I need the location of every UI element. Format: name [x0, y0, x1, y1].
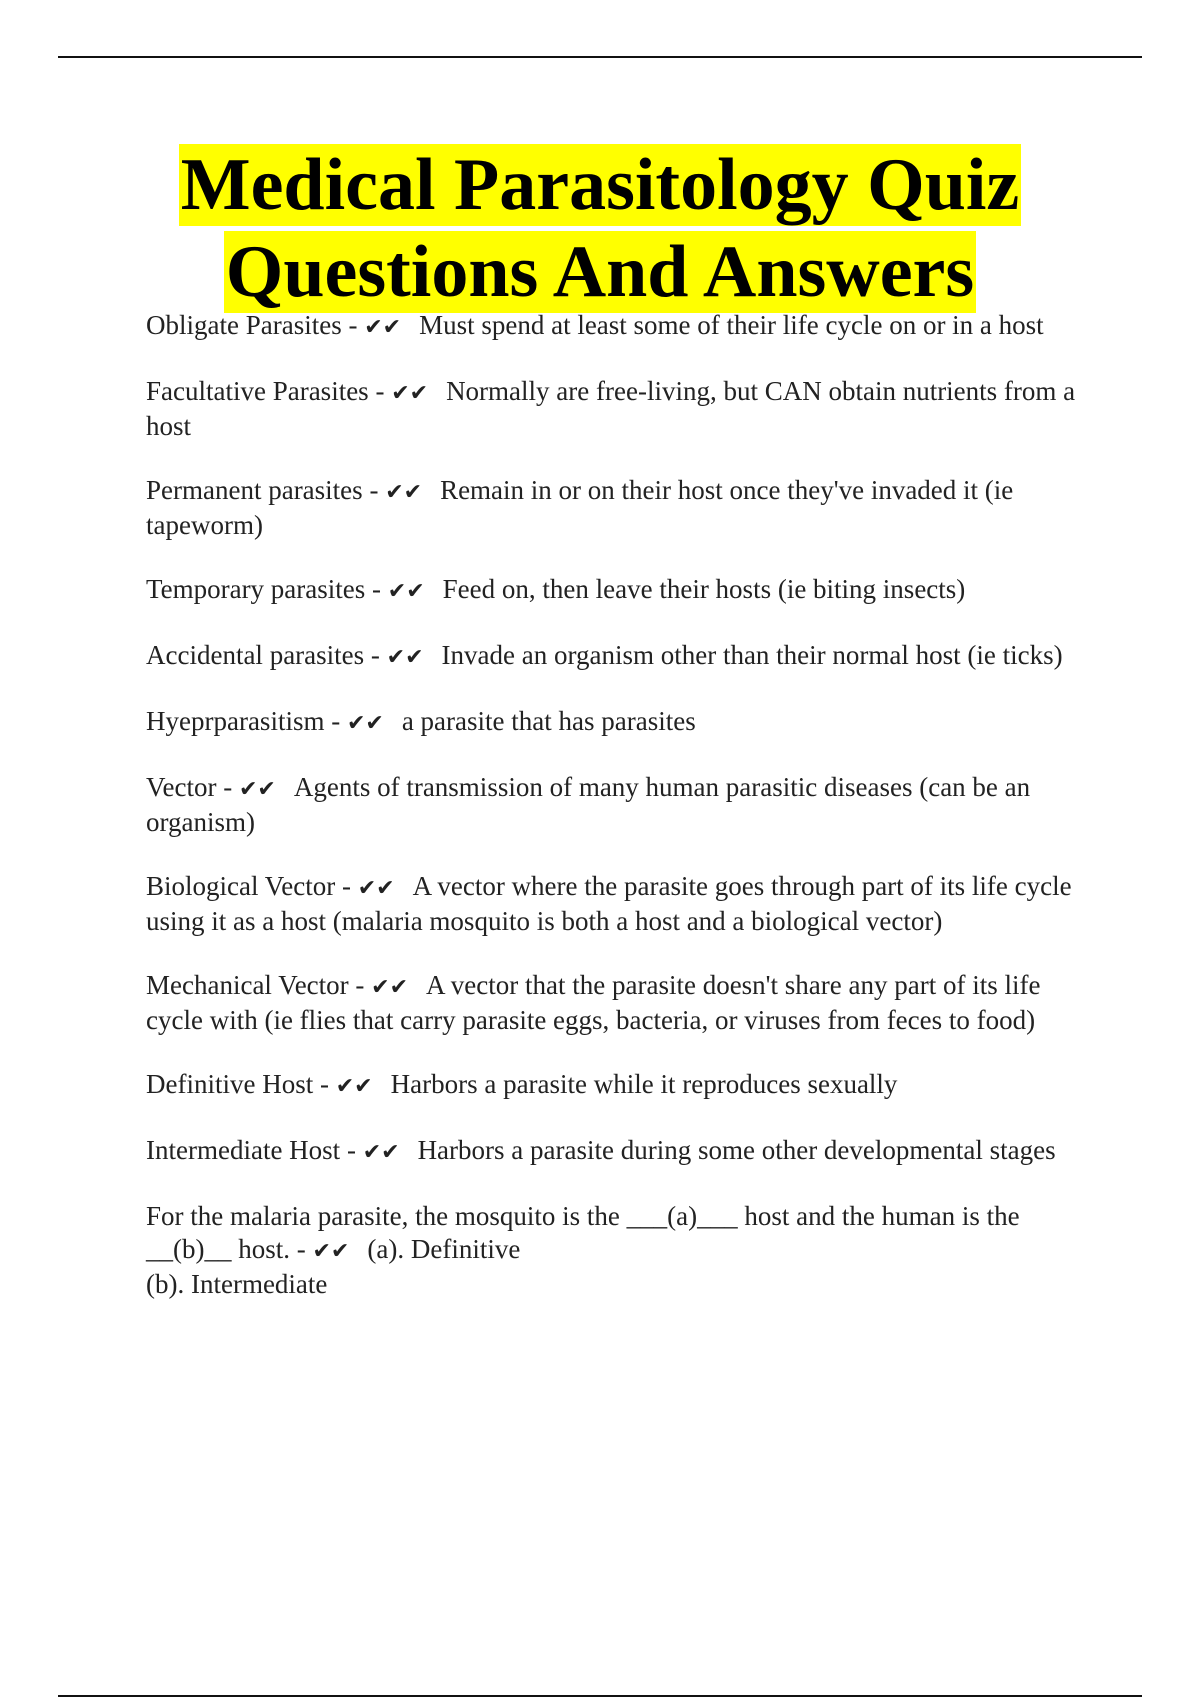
qa-separator: -: [364, 640, 387, 670]
qa-term: Obligate Parasites: [146, 310, 342, 340]
qa-term: Hyeprparasitism: [146, 706, 325, 736]
qa-answer: Harbors a parasite during some other developmental stages: [417, 1135, 1056, 1165]
title-line-1: Medical Parasitology Quiz: [180, 144, 1020, 226]
qa-item-malaria: [146, 1200, 1096, 1301]
top-rule: [58, 56, 1142, 58]
qa-answer: Invade an organism other than their normal host (ie ticks): [441, 640, 1063, 670]
qa-term: Facultative Parasites: [146, 376, 369, 406]
checkmark-icon: ✔✔: [312, 1239, 350, 1264]
qa-separator: -: [368, 376, 392, 406]
qa-answer: Must spend at least some of their life cycle on or in a host: [419, 310, 1044, 340]
qa-term: Accidental parasites: [146, 640, 365, 670]
qa-term: Definitive Host: [146, 1069, 314, 1099]
qa-term: Temporary parasites: [146, 574, 366, 604]
qa-separator: -: [313, 1069, 336, 1099]
page-title: [0, 142, 1200, 316]
qa-answer: Remain in or on their host once they've invaded it (ie tapeworm): [146, 475, 1014, 540]
qa-separator: -: [348, 970, 372, 1000]
qa-answer: Feed on, then leave their hosts (ie biting insects): [442, 574, 966, 604]
qa-separator: -: [290, 1234, 313, 1264]
qa-item: [146, 474, 1096, 542]
qa-separator: -: [362, 475, 386, 505]
qa-item: [146, 870, 1096, 938]
checkmark-icon: ✔✔: [364, 315, 402, 340]
qa-term: Mechanical Vector: [146, 970, 349, 1000]
qa-separator: -: [341, 310, 365, 340]
qa-answer: Normally are free-living, but CAN obtain nutrients from a host: [146, 376, 1076, 441]
qa-answer: A vector where the parasite goes through part of its life cycle using it as a host (malaria mosquito is both a host and a biological vector): [146, 871, 1072, 936]
qa-answer: Agents of transmission of many human parasitic diseases (can be an organism): [146, 772, 1031, 837]
qa-answer-a: (a). Definitive: [367, 1234, 521, 1264]
qa-item: [146, 639, 1096, 674]
qa-list: [146, 309, 1096, 1301]
checkmark-icon: ✔✔: [346, 711, 384, 736]
checkmark-icon: ✔✔: [362, 1140, 400, 1165]
qa-item: [146, 573, 1096, 608]
title-line-2: Questions And Answers: [225, 231, 975, 313]
checkmark-icon: ✔✔: [391, 381, 429, 406]
checkmark-icon: ✔✔: [238, 777, 276, 802]
checkmark-icon: ✔✔: [357, 876, 395, 901]
qa-term: For the malaria parasite, the mosquito is the ___(a)___ host and the human is the __(b)__ host.: [146, 1201, 1020, 1264]
qa-answer-b: (b). Intermediate: [146, 1269, 328, 1299]
qa-item: [146, 309, 1096, 344]
qa-separator: -: [335, 871, 358, 901]
qa-term: Permanent parasites: [146, 475, 363, 505]
qa-item: [146, 771, 1096, 839]
qa-term: Vector: [146, 772, 217, 802]
qa-separator: -: [216, 772, 239, 802]
qa-separator: -: [340, 1135, 363, 1165]
bottom-rule: [58, 1695, 1142, 1697]
qa-answer: a parasite that has parasites: [401, 706, 696, 736]
checkmark-icon: ✔✔: [335, 1074, 373, 1099]
qa-item: [146, 375, 1096, 443]
qa-item: [146, 1068, 1096, 1103]
qa-separator: -: [365, 574, 388, 604]
qa-separator: -: [324, 706, 347, 736]
qa-item: [146, 705, 1096, 740]
qa-term: Biological Vector: [146, 871, 336, 901]
qa-answer: A vector that the parasite doesn't share any part of its life cycle with (ie flies that carry parasite eggs, bacteria, or viruses from feces to food): [146, 970, 1041, 1035]
qa-answer: Harbors a parasite while it reproduces sexually: [390, 1069, 898, 1099]
checkmark-icon: ✔✔: [371, 975, 409, 1000]
checkmark-icon: ✔✔: [386, 645, 424, 670]
qa-item: [146, 969, 1096, 1037]
checkmark-icon: ✔✔: [385, 480, 423, 505]
checkmark-icon: ✔✔: [387, 579, 425, 604]
qa-term: Intermediate Host: [146, 1135, 341, 1165]
qa-item: [146, 1134, 1096, 1169]
